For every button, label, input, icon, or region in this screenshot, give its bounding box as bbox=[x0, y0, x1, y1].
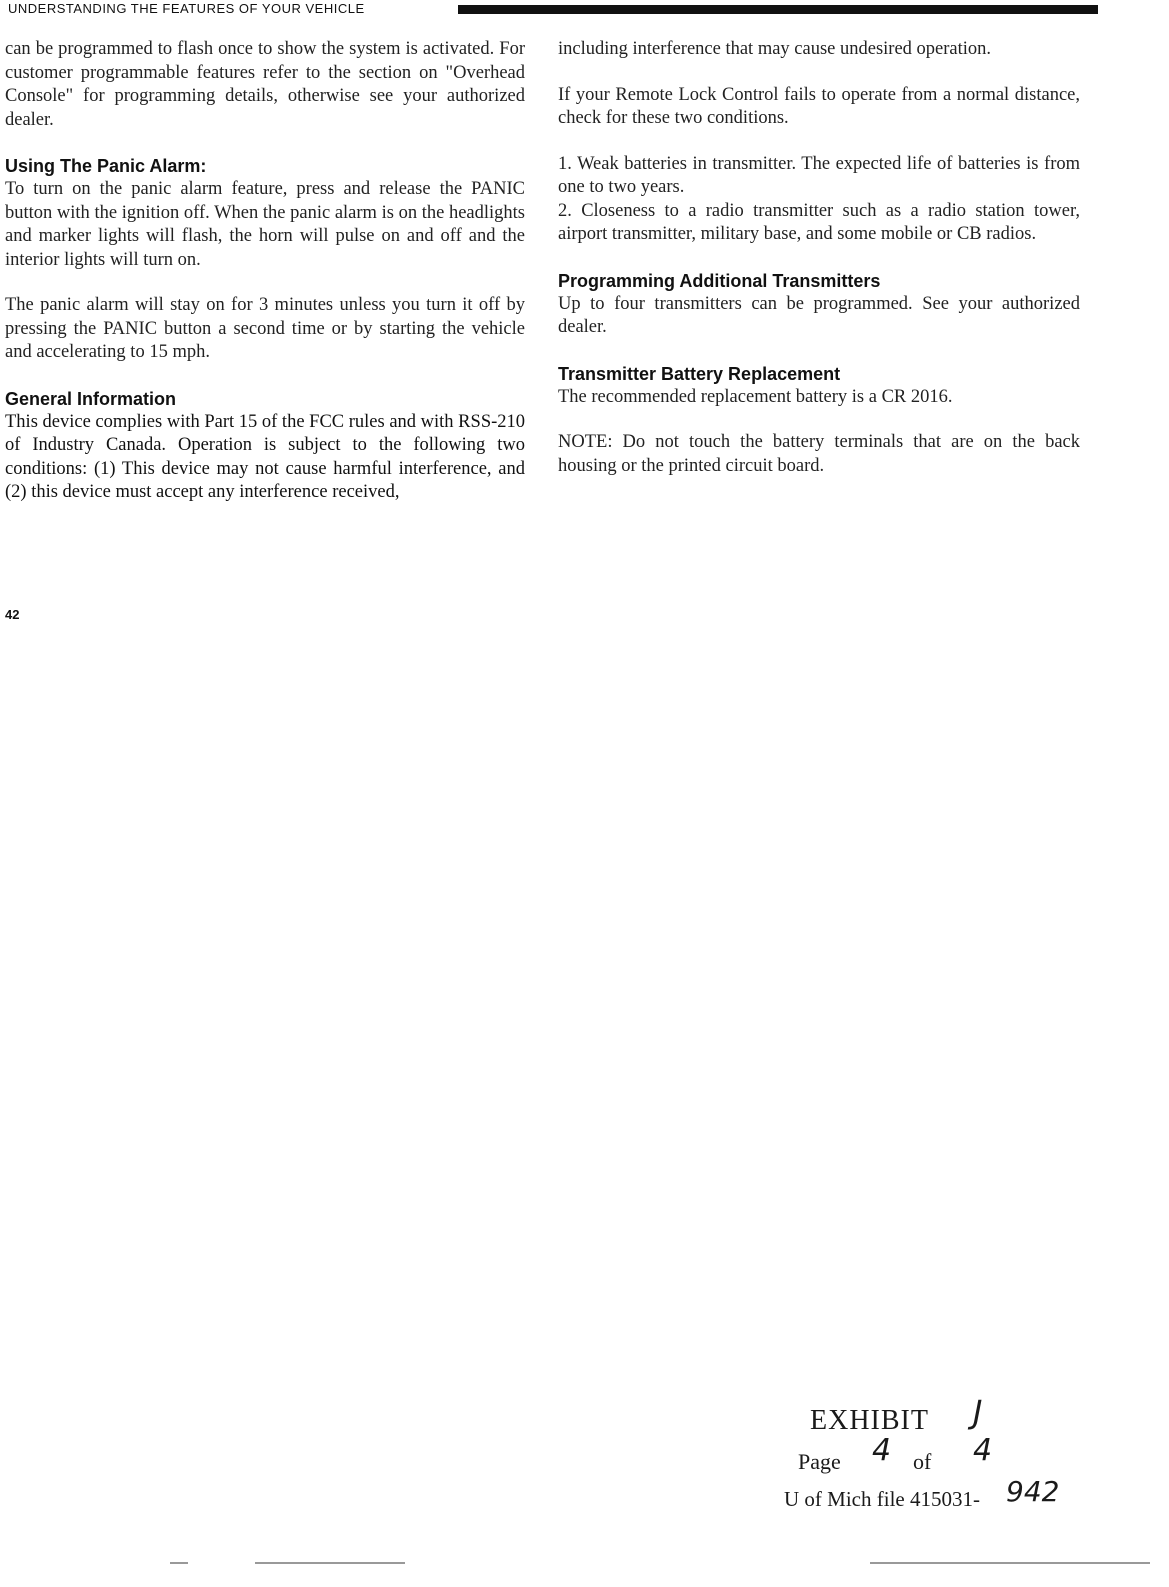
exhibit-page-total: 4 bbox=[973, 1433, 993, 1468]
continued-paragraph: including interference that may cause undesired operation. bbox=[558, 39, 992, 59]
header-rule bbox=[458, 5, 1098, 14]
programming-transmitters-heading: Programming Additional Transmitters bbox=[558, 270, 881, 291]
exhibit-page-label: Page bbox=[798, 1449, 841, 1474]
condition-item: 1. Weak batteries in transmitter. The expected life of batteries is from one to two years. bbox=[558, 153, 1080, 197]
battery-replacement-paragraph: The recommended replacement battery is a CR 2016. bbox=[558, 386, 953, 407]
note-paragraph: NOTE: Do not touch the battery terminals that are on the back housing or the printed circuit board. bbox=[558, 432, 1080, 476]
condition-item: 2. Closeness to a radio transmitter such as a radio station tower, airport transmitter, military base, and some mobile or CB radios. bbox=[558, 200, 1080, 244]
scan-artifact bbox=[255, 1562, 405, 1564]
general-information-paragraph: This device complies with Part 15 of the FCC rules and with RSS-210 of Industry Canada. Operation is subject to the following two conditions: (1) This device may not cause harmful interference, and (2) this device must accept any interference received, bbox=[5, 411, 526, 502]
general-information-heading: General Information bbox=[5, 388, 177, 409]
exhibit-file-number: 942 bbox=[1006, 1475, 1060, 1508]
scan-artifact bbox=[170, 1562, 188, 1564]
intro-paragraph: can be programmed to flash once to show the system is activated. For customer programmable features refer to the section on "Overhead Console" for programming details, otherwise see your authorized dealer. bbox=[5, 39, 525, 130]
battery-replacement-heading: Transmitter Battery Replacement bbox=[558, 363, 841, 384]
panic-alarm-heading: Using The Panic Alarm: bbox=[5, 156, 207, 176]
exhibit-label: EXHIBIT bbox=[810, 1405, 929, 1436]
conditions-list bbox=[558, 153, 1080, 247]
exhibit-stamp bbox=[780, 1393, 1080, 1525]
exhibit-of-label: of bbox=[913, 1449, 932, 1474]
exhibit-value: J bbox=[973, 1393, 983, 1431]
panic-alarm-paragraph-1: To turn on the panic alarm feature, press and release the PANIC button with the ignition off. When the panic alarm is on the headlights and marker lights will flash, the horn will pulse on and off and the interior lights will turn on. bbox=[5, 179, 525, 270]
running-header bbox=[8, 0, 1098, 18]
left-column bbox=[5, 38, 525, 505]
remote-lock-paragraph: If your Remote Lock Control fails to operate from a normal distance, check for these two conditions. bbox=[558, 84, 1080, 128]
exhibit-page-number: 4 bbox=[872, 1433, 892, 1468]
running-header-title: UNDERSTANDING THE FEATURES OF YOUR VEHICLE bbox=[8, 1, 365, 16]
scan-artifact bbox=[870, 1562, 1150, 1564]
right-column bbox=[558, 38, 1080, 500]
programming-transmitters-paragraph: Up to four transmitters can be programmed. See your authorized dealer. bbox=[558, 293, 1080, 337]
panic-alarm-paragraph-2: The panic alarm will stay on for 3 minutes unless you turn it off by pressing the PANIC button a second time or by starting the vehicle and accelerating to 15 mph. bbox=[5, 295, 525, 362]
page-number: 42 bbox=[5, 607, 20, 622]
exhibit-file-label: U of Mich file 415031- bbox=[784, 1487, 980, 1511]
